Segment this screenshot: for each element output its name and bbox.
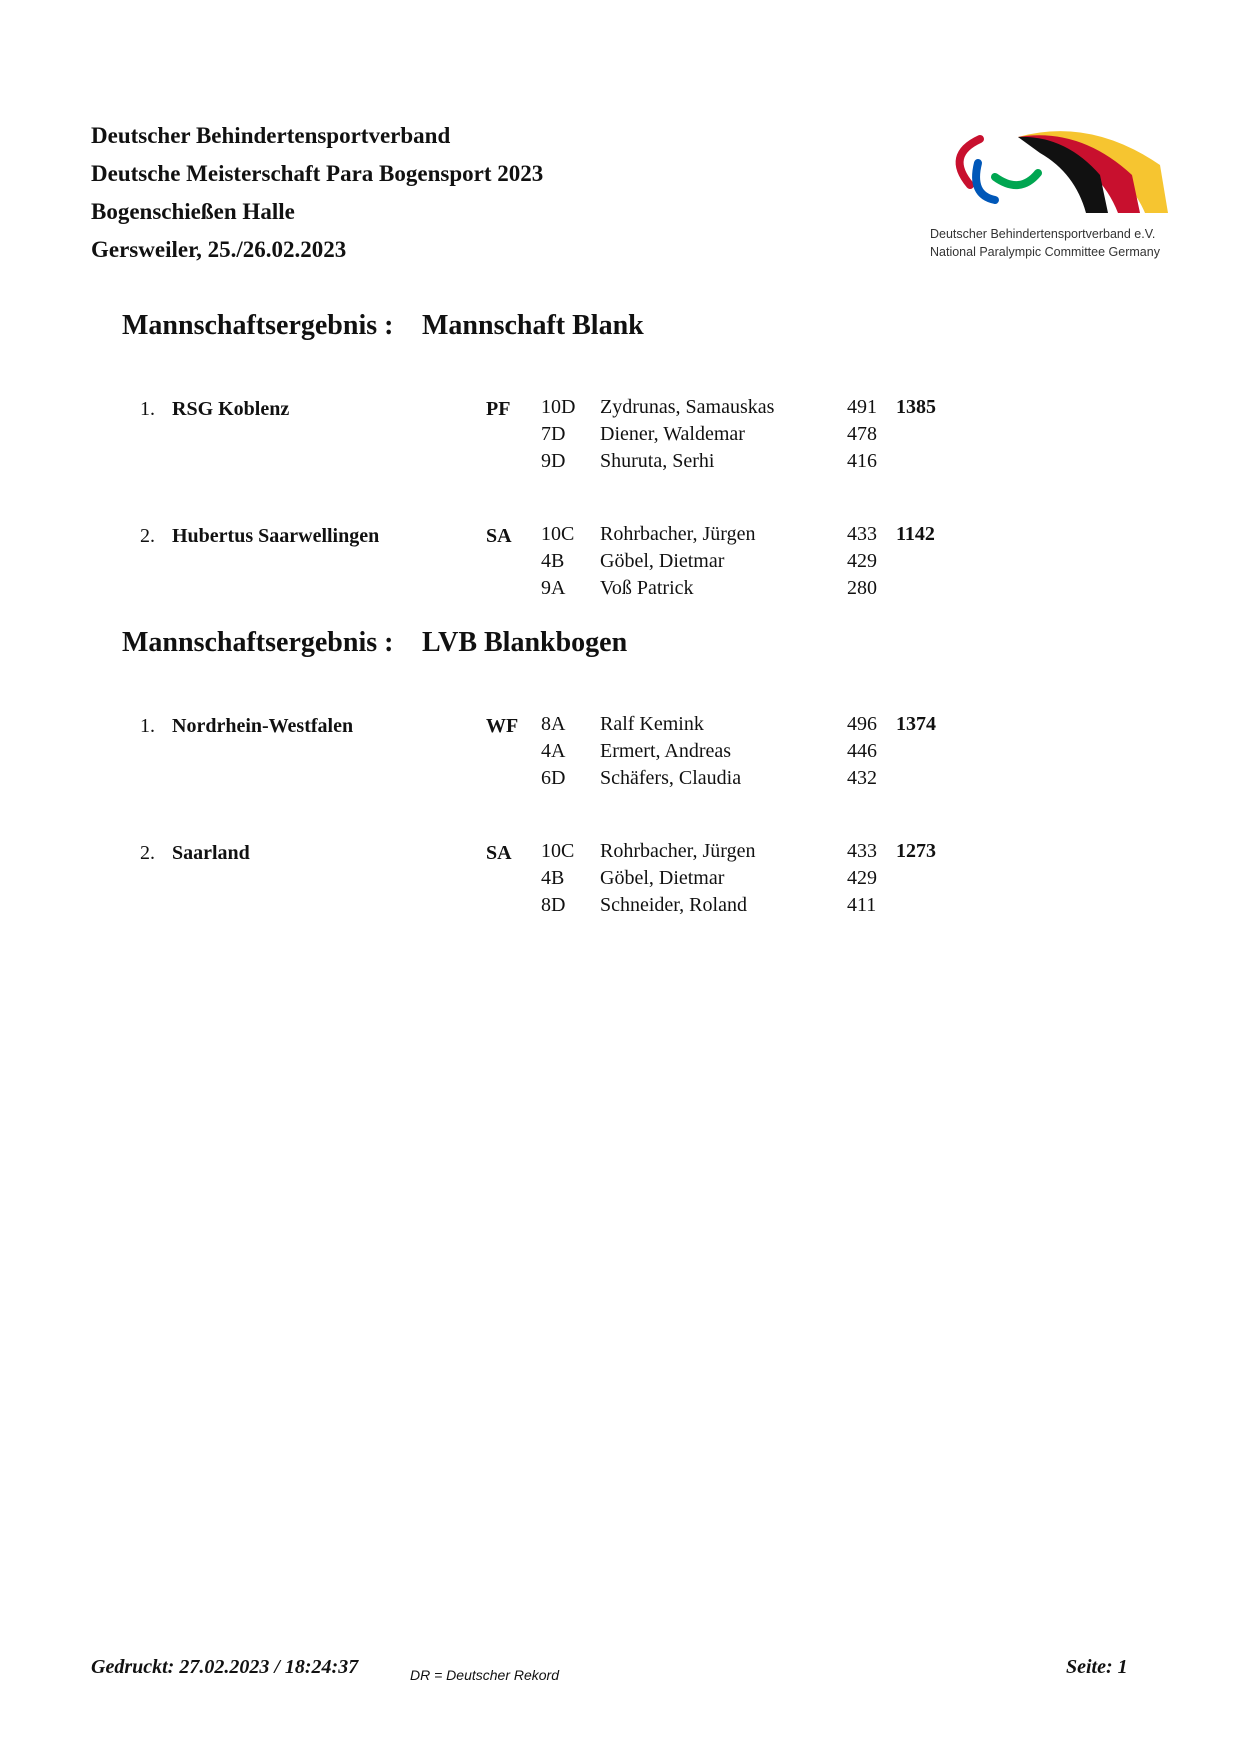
member-name: Ermert, Andreas <box>600 740 732 762</box>
header-line-discipline: Bogenschießen Halle <box>91 199 295 224</box>
member-score: 478 <box>847 423 877 445</box>
section-title <box>122 627 627 659</box>
team-member-row <box>0 523 1240 550</box>
team-rank: 1. <box>140 398 155 420</box>
team-member-row <box>0 894 1240 921</box>
member-class: 7D <box>541 423 566 445</box>
logo-text-line1: Deutscher Behindertensportverband e.V. <box>930 227 1156 241</box>
member-class: 9D <box>541 450 566 472</box>
team-member-row <box>0 713 1240 740</box>
member-class: 8A <box>541 713 566 735</box>
member-class: 10C <box>541 840 575 862</box>
team-total: 1273 <box>896 840 936 862</box>
page-number: Seite: 1 <box>1066 1656 1128 1678</box>
section-label: Mannschaftsergebnis : <box>122 627 394 658</box>
member-class: 10D <box>541 396 576 418</box>
team-member-row <box>0 767 1240 794</box>
team-code: WF <box>486 715 519 737</box>
member-name: Rohrbacher, Jürgen <box>600 840 756 862</box>
record-legend: DR = Deutscher Rekord <box>410 1667 560 1683</box>
member-name: Diener, Waldemar <box>600 423 745 445</box>
team-name: Nordrhein-Westfalen <box>172 715 354 737</box>
team-total: 1374 <box>896 713 936 735</box>
member-score: 280 <box>847 577 877 599</box>
team-member-row <box>0 577 1240 604</box>
member-name: Zydrunas, Samauskas <box>600 396 775 418</box>
team-rank: 1. <box>140 715 155 737</box>
team-member-row <box>0 740 1240 767</box>
member-class: 9A <box>541 577 566 599</box>
team-name: Hubertus Saarwellingen <box>172 525 380 547</box>
paralympic-agitos-icon <box>940 125 1180 215</box>
member-name: Rohrbacher, Jürgen <box>600 523 756 545</box>
team-member-row <box>0 867 1240 894</box>
member-name: Shuruta, Serhi <box>600 450 715 472</box>
member-score: 429 <box>847 867 877 889</box>
section-name: Mannschaft Blank <box>422 310 644 341</box>
section-label: Mannschaftsergebnis : <box>122 310 394 341</box>
team-code: SA <box>486 842 512 864</box>
team-rank: 2. <box>140 842 155 864</box>
team-code: SA <box>486 525 512 547</box>
member-name: Göbel, Dietmar <box>600 867 725 889</box>
team-total: 1385 <box>896 396 936 418</box>
team-code: PF <box>486 398 511 420</box>
header-line-championship: Deutsche Meisterschaft Para Bogensport 2023 <box>91 161 544 186</box>
logo-text-line2: National Paralympic Committee Germany <box>930 245 1160 259</box>
team-member-row <box>0 550 1240 577</box>
team-name: Saarland <box>172 842 250 864</box>
header-line-organization: Deutscher Behindertensportverband <box>91 123 451 148</box>
team-member-row <box>0 396 1240 423</box>
team-name: RSG Koblenz <box>172 398 290 420</box>
team-member-row <box>0 450 1240 477</box>
member-class: 6D <box>541 767 566 789</box>
member-class: 8D <box>541 894 566 916</box>
section-title <box>122 310 644 342</box>
member-class: 4B <box>541 867 565 889</box>
team-total: 1142 <box>896 523 935 545</box>
member-name: Schäfers, Claudia <box>600 767 742 789</box>
member-score: 446 <box>847 740 877 762</box>
member-class: 10C <box>541 523 575 545</box>
member-name: Göbel, Dietmar <box>600 550 725 572</box>
member-class: 4A <box>541 740 566 762</box>
member-class: 4B <box>541 550 565 572</box>
dbs-logo <box>925 125 1185 265</box>
section-name: LVB Blankbogen <box>422 627 628 658</box>
member-score: 411 <box>847 894 877 916</box>
team-member-row <box>0 423 1240 450</box>
team-member-row <box>0 840 1240 867</box>
printed-timestamp: Gedruckt: 27.02.2023 / 18:24:37 <box>91 1656 359 1678</box>
member-score: 429 <box>847 550 877 572</box>
member-name: Schneider, Roland <box>600 894 747 916</box>
member-score: 433 <box>847 840 877 862</box>
member-name: Voß Patrick <box>600 577 694 599</box>
member-name: Ralf Kemink <box>600 713 704 735</box>
member-score: 432 <box>847 767 877 789</box>
team-rank: 2. <box>140 525 155 547</box>
member-score: 433 <box>847 523 877 545</box>
member-score: 416 <box>847 450 877 472</box>
header-line-location-date: Gersweiler, 25./26.02.2023 <box>91 237 347 262</box>
member-score: 491 <box>847 396 877 418</box>
member-score: 496 <box>847 713 877 735</box>
